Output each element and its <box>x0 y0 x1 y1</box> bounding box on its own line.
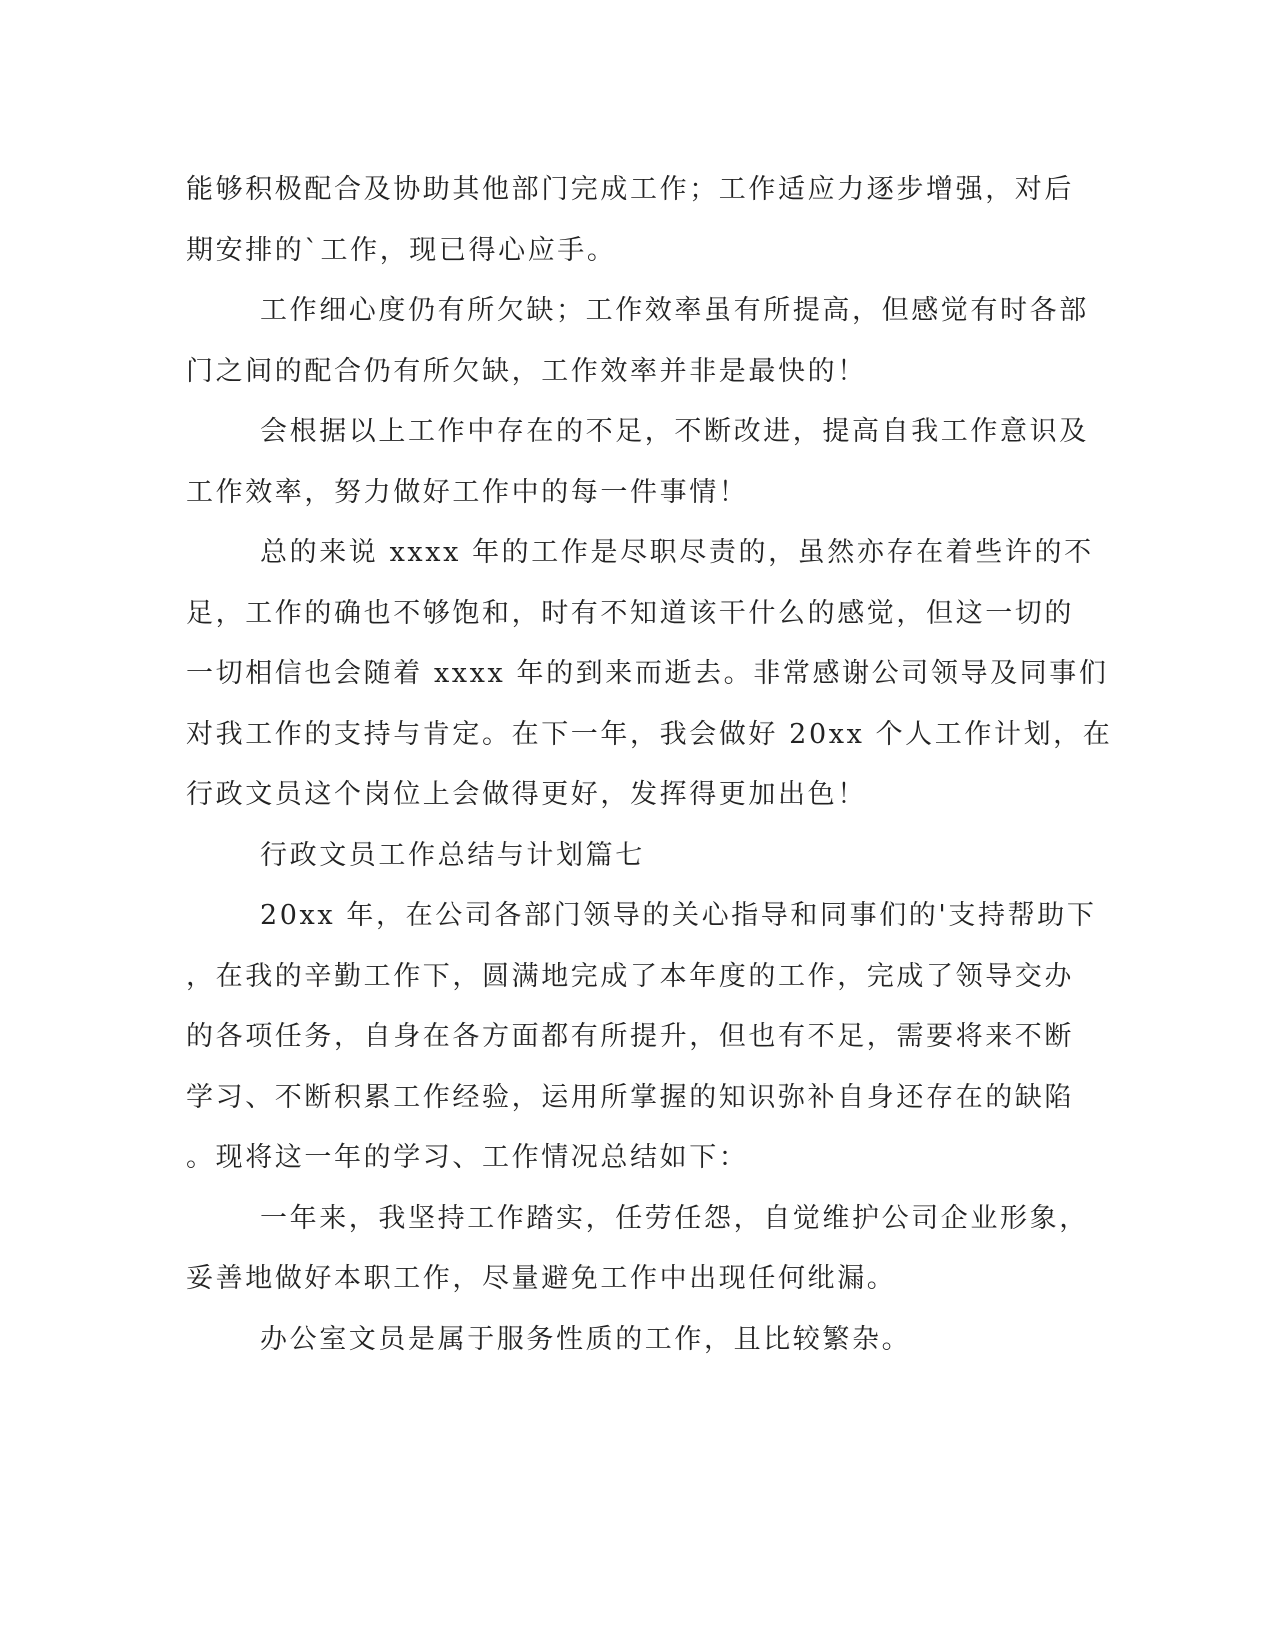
text-line: 。现将这一年的学习、工作情况总结如下： <box>186 1142 749 1173</box>
text-line: 期安排的`工作，现已得心应手。 <box>186 234 617 266</box>
text-line: 能够积极配合及协助其他部门完成工作；工作适应力逐步增强，对后 <box>186 174 1074 205</box>
paragraph-start: 20xx 年，在公司各部门领导的关心指导和同事们的'支持帮助下 <box>260 900 1097 931</box>
text-line: 一切相信也会随着 xxxx 年的到来而逝去。非常感谢公司领导及同事们 <box>186 658 1109 689</box>
document-body <box>186 160 1113 1370</box>
paragraph-start: 总的来说 xxxx 年的工作是尽职尽责的，虽然亦存在着些许的不 <box>260 537 1094 568</box>
section-heading: 行政文员工作总结与计划篇七 <box>260 839 645 871</box>
text-line: 行政文员这个岗位上会做得更好，发挥得更加出色！ <box>186 779 867 810</box>
paragraph-start: 会根据以上工作中存在的不足，不断改进，提高自我工作意识及 <box>260 416 1089 447</box>
text-line: 妥善地做好本职工作，尽量避免工作中出现任何纰漏。 <box>186 1263 897 1294</box>
paragraph-start: 工作细心度仍有所欠缺；工作效率虽有所提高，但感觉有时各部 <box>260 295 1089 326</box>
text-line: 的各项任务，自身在各方面都有所提升，但也有不足，需要将来不断 <box>186 1021 1074 1052</box>
text-line: ，在我的辛勤工作下，圆满地完成了本年度的工作，完成了领导交办 <box>186 960 1074 992</box>
text-line: 对我工作的支持与肯定。在下一年，我会做好 20xx 个人工作计划，在 <box>186 718 1113 750</box>
paragraph-start: 办公室文员是属于服务性质的工作，且比较繁杂。 <box>260 1323 912 1355</box>
text-line: 足，工作的确也不够饱和，时有不知道该干什么的感觉，但这一切的 <box>186 597 1074 629</box>
text-line: 学习、不断积累工作经验，运用所掌握的知识弥补自身还存在的缺陷 <box>186 1081 1074 1113</box>
text-line: 工作效率，努力做好工作中的每一件事情！ <box>186 476 749 508</box>
paragraph-start: 一年来，我坚持工作踏实，任劳任怨，自觉维护公司企业形象， <box>260 1202 1089 1234</box>
text-line: 门之间的配合仍有所欠缺，工作效率并非是最快的！ <box>186 355 867 387</box>
